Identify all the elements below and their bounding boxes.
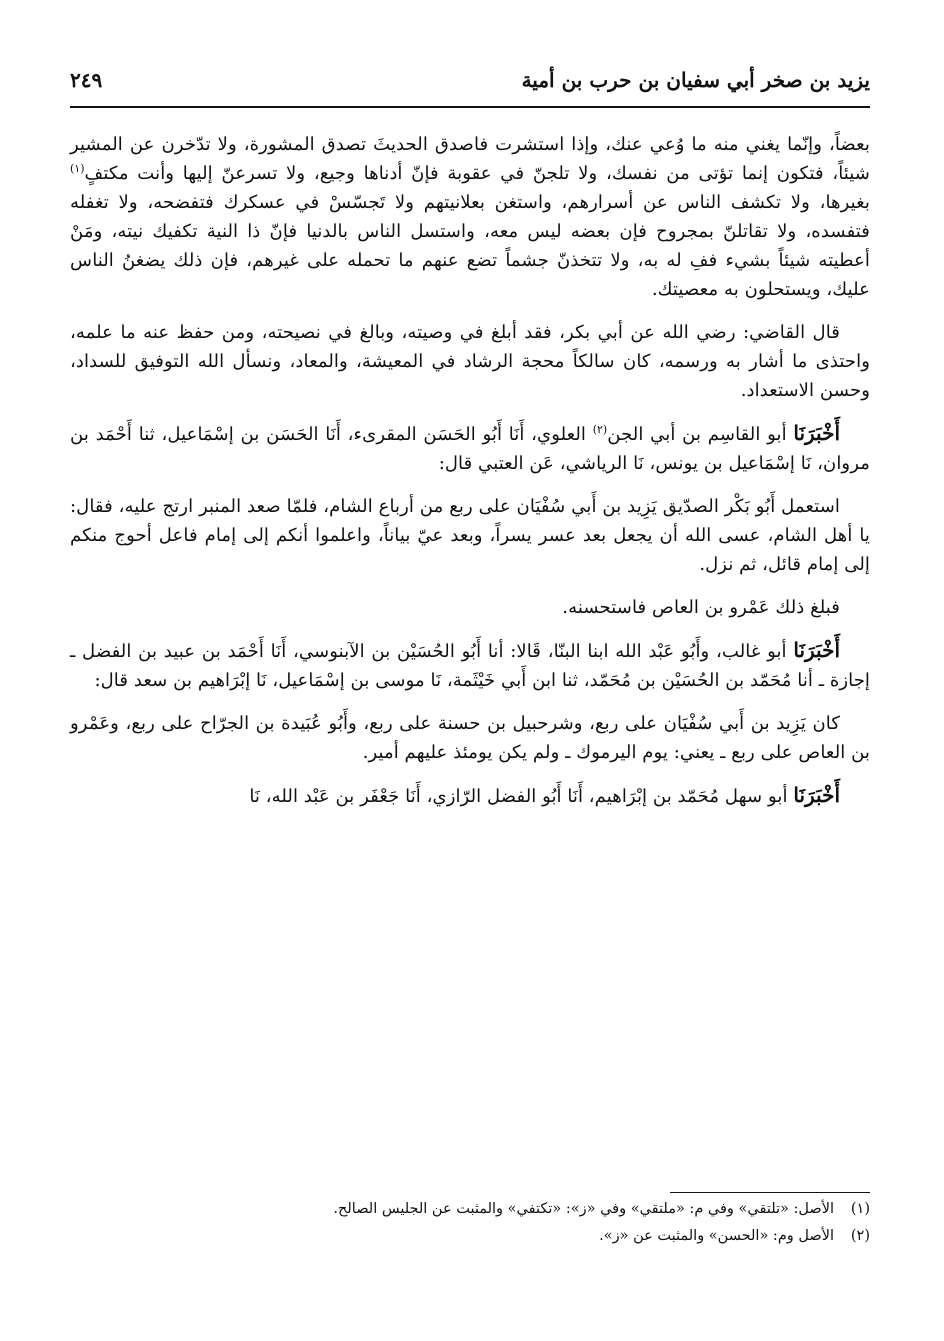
footnote-text: الأصل وم: «الحسن» والمثبت عن «ز». (599, 1228, 834, 1244)
page-number: ٢٤٩ (70, 68, 103, 92)
paragraph-7 (70, 709, 870, 767)
paragraph-text-continued: العلوي، أَنَا أَبُو الحَسَن المقرىء، أَنَا الحَسَن بن إسْمَاعيل، ثنا أَحْمَد بن مروان، نَا إسْمَاعيل بن يونس، نَا الرياشي، عَن العتبي قال: (70, 424, 870, 474)
paragraph-text: بعضاً، وإنّما يغني منه ما وُعي عنك، وإذا استشرت فاصدق الحديثَ تصدق المشورة، ولا تدّخرن عن المشير شيئاً، فتكون إنما تؤتى من نفسك، ولا تلجنّ في عقوبة فإنّ أدناها وجيع، ولا تسرعنّ إليها وأنت مكتفٍ (70, 134, 870, 184)
paragraph-text: فبلغ ذلك عَمْرو بن العاص فاستحسنه. (562, 597, 840, 618)
paragraph-text: أبو القاسِم بن أبي الجن (607, 424, 794, 445)
paragraph-1 (70, 130, 870, 304)
running-header (70, 68, 870, 102)
footnote-text: الأصل: «تلتقي» وفي م: «ملتقي» وفي «ز»: «تكتفي» والمثبت عن الجليس الصالح. (333, 1201, 834, 1217)
paragraph-text: استعمل أَبُو بَكْر الصدّيق يَزِيد بن أَبي سُفْيَان على ربع من أرباع الشام، فلمّا صعد المنبر ارتج عليه، فقال: يا أهل الشام، عسى الله أن يجعل بعد عسر يسراً، وبعد عيّ بياناً، واعلموا أنكم إلى إمام فاعل أحوج منكم إلى إمام قائل، ثم نزل. (70, 496, 870, 575)
paragraph-8-isnad (70, 781, 870, 811)
footnote-1 (260, 1196, 870, 1223)
akhbarana-lead: أَخْبَرَنَا (793, 421, 840, 445)
paragraph-text-continued: بغيرها، ولا تكشف الناس عن أسرارهم، واستغن بعلانيتهم ولا تَجسّسْ في عسكرك فتفضحه، ولا تغفله فتفسده، ولا تقاتلنّ بمجروح فإن بعضه ليس معه، واستسل الناس بالدنيا فإنّ ذا النية تكفيك نيته، ومَنْ أعطيته شيئاً بشيء ففِ له به، ولا تتخذنّ جشماً تضع عنهم ما تحمله على غيرهم، فإن ذلك يضغنُ الناس عليك، ويستحلون به معصيتك. (70, 192, 870, 300)
footnote-mark: (١) (850, 1201, 870, 1217)
running-title: يزيد بن صخر أبي سفيان بن حرب بن أمية (521, 68, 870, 92)
paragraph-2 (70, 318, 870, 405)
paragraph-5 (70, 593, 870, 622)
akhbarana-lead: أَخْبَرَنَا (793, 638, 840, 662)
footnotes (260, 1196, 870, 1250)
footnote-rule (670, 1192, 870, 1193)
footnote-2 (260, 1223, 870, 1250)
paragraph-3-isnad (70, 419, 870, 478)
akhbarana-lead: أَخْبَرَنَا (793, 783, 840, 807)
paragraph-4 (70, 492, 870, 579)
paragraph-text: أبو غالب، وأَبُو عَبْد الله ابنا البنّا، قَالا: أنا أَبُو الحُسَيْن بن الآبنوسي، أَنَا أَحْمَد بن عبيد بن الفضل ـ إجازة ـ أنا مُحَمّد بن الحُسَيْن بن مُحَمّد، ثنا ابن أَبي خَيْثَمة، نَا موسى بن إسْمَاعيل، نَا إبْرَاهيم بن سعد قال: (70, 641, 870, 691)
paragraph-text: قال القاضي: رضي الله عن أبي بكر، فقد أبلغ في وصيته، وبالغ في نصيحته، ومن حفظ عنه ما علمه، واحتذى ما أشار به ورسمه، كان سالكاً محجة الرشاد في المعيشة، والمعاد، ونسأل الله التوفيق للسداد، وحسن الاستعداد. (70, 322, 870, 401)
body-text (70, 130, 870, 811)
paragraph-6-isnad (70, 636, 870, 695)
header-rule (70, 106, 870, 108)
footnote-marker-2[interactable]: (٢) (592, 422, 608, 436)
footnote-mark: (٢) (850, 1228, 870, 1244)
paragraph-text: أبو سهل مُحَمّد بن إبْرَاهيم، أَنَا أَبُو الفضل الرّازي، أَنَا جَعْفَر بن عَبْد الله، نَا (249, 786, 794, 807)
paragraph-text: كان يَزِيد بن أَبي سُفْيَان على ربع، وشرحبيل بن حسنة على ربع، وأَبُو عُبَيدة بن الجرّاح على ربع، وعَمْرو بن العاص على ربع ـ يعني: يوم اليرموك ـ ولم يكن يومئذ عليهم أمير. (70, 713, 870, 763)
footnote-marker-1[interactable]: (١) (70, 161, 85, 175)
